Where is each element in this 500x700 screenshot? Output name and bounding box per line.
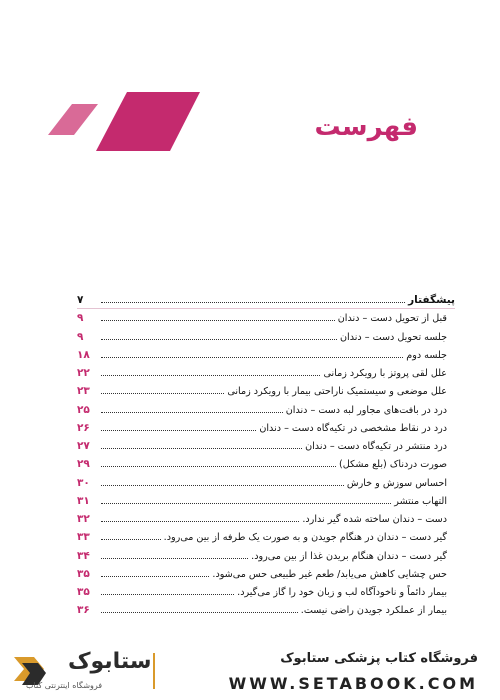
toc-entry-label: پیشگفتار bbox=[408, 294, 455, 306]
toc-entry-label: درد در نقاط مشخصی در تکیه‌گاه دست – دندان bbox=[259, 422, 447, 434]
toc-entry[interactable] bbox=[77, 397, 455, 415]
toc-entry-label: صورت دردناک (بلع مشکل) bbox=[339, 459, 447, 471]
toc-entry-label: گیر دست – دندان هنگام بریدن غذا از بین می‌رود. bbox=[251, 550, 447, 562]
table-of-contents bbox=[77, 285, 455, 616]
store-logo[interactable] bbox=[8, 649, 158, 697]
toc-page-number: ۲۳ bbox=[77, 385, 90, 398]
footer-divider bbox=[153, 653, 155, 689]
toc-entry[interactable] bbox=[77, 507, 455, 525]
toc-leader-dots bbox=[101, 319, 335, 321]
toc-entry[interactable] bbox=[77, 525, 455, 543]
toc-entry[interactable] bbox=[77, 306, 455, 324]
toc-entry[interactable] bbox=[77, 416, 455, 434]
toc-leader-dots bbox=[101, 484, 344, 486]
deco-stripe-light bbox=[48, 104, 98, 135]
toc-entry[interactable] bbox=[77, 324, 455, 342]
toc-leader-dots bbox=[101, 411, 283, 413]
toc-page-number: ۳۱ bbox=[77, 494, 90, 507]
toc-entry-label: درد در بافت‌های مجاور لبه دست – دندان bbox=[285, 404, 447, 416]
toc-leader-dots bbox=[101, 338, 337, 340]
toc-entry[interactable] bbox=[77, 434, 455, 452]
toc-entry-label: بیمار دائماً و ناخودآگاه لب و زبان خود را گاز می‌گیرد. bbox=[237, 587, 447, 598]
logo-text: ستابوک bbox=[68, 649, 152, 674]
toc-leader-dots bbox=[101, 538, 161, 540]
toc-entry-label: دست – دندان ساخته شده گیر ندارد. bbox=[302, 514, 447, 525]
toc-entry-label: درد منتشر در تکیه‌گاه دست – دندان bbox=[305, 441, 447, 452]
toc-entry[interactable] bbox=[77, 343, 455, 361]
toc-leader-dots bbox=[101, 392, 224, 394]
toc-entry-label: حس چشایی کاهش می‌یابد/ طعم غیر طبیعی حس می‌شود. bbox=[212, 568, 447, 580]
toc-page-number: ۲۷ bbox=[77, 440, 90, 452]
toc-entry[interactable] bbox=[77, 470, 455, 488]
toc-entry-label: قبل از تحویل دست – دندان bbox=[337, 313, 447, 325]
toc-leader-dots bbox=[101, 611, 298, 613]
toc-entry[interactable] bbox=[77, 452, 455, 470]
toc-leader-dots bbox=[101, 429, 256, 431]
toc-leader-dots bbox=[101, 557, 248, 559]
page-title: فهرست bbox=[314, 112, 418, 142]
toc-entry[interactable] bbox=[77, 598, 455, 616]
toc-leader-dots bbox=[101, 502, 391, 504]
toc-page-number: ۲۹ bbox=[77, 458, 90, 471]
toc-leader-dots bbox=[101, 356, 403, 358]
toc-entry[interactable] bbox=[77, 543, 455, 561]
toc-entry[interactable] bbox=[77, 379, 455, 397]
toc-leader-dots bbox=[101, 374, 320, 376]
toc-page-number: ۲۲ bbox=[77, 367, 90, 379]
logo-subtitle: فروشگاه اینترنتی کتاب bbox=[26, 681, 103, 690]
toc-entry-label: جلسه دوم bbox=[406, 349, 447, 361]
toc-entry-label: التهاب منتشر bbox=[394, 495, 447, 507]
toc-page-number: ۹ bbox=[77, 330, 84, 343]
deco-stripe-dark bbox=[96, 92, 200, 151]
toc-entry[interactable] bbox=[77, 361, 455, 379]
toc-page-number: ۹ bbox=[77, 312, 84, 325]
toc-page-number: ۲۵ bbox=[77, 403, 90, 416]
footer-banner bbox=[0, 645, 500, 700]
toc-leader-dots bbox=[101, 575, 209, 577]
toc-entry-label: احساس سوزش و خارش bbox=[346, 477, 447, 489]
toc-entry-label: بیمار از عملکرد جویدن راضی نیست. bbox=[300, 605, 447, 617]
toc-leader-dots bbox=[101, 520, 299, 522]
toc-page-number: ۷ bbox=[77, 294, 84, 306]
toc-page-number: ۳۲ bbox=[77, 513, 90, 525]
toc-page-number: ۳۵ bbox=[77, 586, 90, 598]
toc-entry[interactable] bbox=[77, 562, 455, 580]
toc-page-number: ۳۳ bbox=[77, 531, 90, 544]
toc-entry-label: علل موضعی و سیستمیک ناراحتی بیمار با رویکرد زمانی bbox=[227, 386, 447, 398]
toc-entry[interactable] bbox=[77, 489, 455, 507]
toc-page-number: ۳۵ bbox=[77, 567, 90, 580]
toc-leader-dots bbox=[101, 465, 336, 467]
toc-page-number: ۳۰ bbox=[77, 476, 90, 489]
toc-page-number: ۳۴ bbox=[77, 549, 90, 562]
page-fade bbox=[0, 620, 500, 642]
toc-entry-label: گیر دست – دندان در هنگام جویدن و به صورت یک طرفه از بین می‌رود. bbox=[163, 532, 447, 544]
toc-leader-dots bbox=[101, 593, 234, 595]
toc-entry-preface[interactable] bbox=[77, 285, 455, 306]
toc-entry-label: جلسه تحویل دست – دندان bbox=[340, 331, 447, 343]
toc-entry[interactable] bbox=[77, 580, 455, 598]
toc-leader-dots bbox=[101, 301, 405, 303]
toc-page-number: ۱۸ bbox=[77, 348, 90, 361]
toc-entry-label: علل لقی پروتز با رویکرد زمانی bbox=[323, 368, 447, 379]
toc-page-number: ۳۶ bbox=[77, 604, 90, 617]
store-name: فروشگاه کتاب پزشکی ستابوک bbox=[280, 651, 478, 666]
toc-leader-dots bbox=[101, 447, 302, 449]
site-url[interactable]: WWW.SETABOOK.COM bbox=[228, 674, 478, 693]
toc-page-number: ۲۶ bbox=[77, 421, 90, 434]
header-decoration bbox=[0, 85, 200, 155]
